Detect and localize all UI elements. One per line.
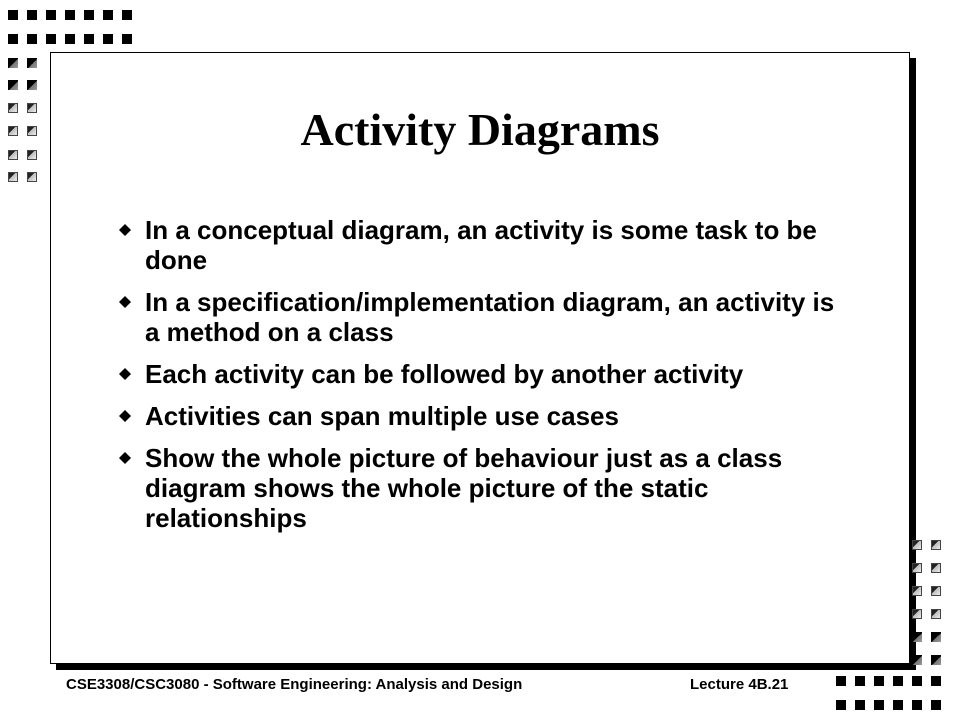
square-pattern-icon: [931, 586, 941, 596]
bullet-text: In a specification/implementation diagram, an activity is a method on a class: [145, 287, 835, 347]
square-pattern-icon: [103, 34, 113, 44]
square-pattern-icon: [931, 540, 941, 550]
square-pattern-icon: [855, 676, 865, 686]
square-pattern-icon: [8, 58, 18, 68]
square-pattern-icon: [912, 586, 922, 596]
square-pattern-icon: [912, 609, 922, 619]
bullet-text: Activities can span multiple use cases: [145, 401, 619, 431]
square-pattern-icon: [8, 10, 18, 20]
diamond-bullet-icon: [119, 368, 131, 380]
square-pattern-icon: [27, 103, 37, 113]
diamond-bullet-icon: [119, 452, 131, 464]
square-pattern-icon: [912, 655, 922, 665]
square-pattern-icon: [893, 700, 903, 710]
square-pattern-icon: [27, 80, 37, 90]
square-pattern-icon: [122, 34, 132, 44]
square-pattern-icon: [912, 540, 922, 550]
diamond-bullet-icon: [119, 296, 131, 308]
square-pattern-icon: [912, 676, 922, 686]
square-pattern-icon: [8, 103, 18, 113]
square-pattern-icon: [836, 700, 846, 710]
square-pattern-icon: [912, 563, 922, 573]
square-pattern-icon: [874, 676, 884, 686]
square-pattern-icon: [84, 10, 94, 20]
square-pattern-icon: [855, 700, 865, 710]
square-pattern-icon: [27, 10, 37, 20]
square-pattern-icon: [893, 676, 903, 686]
square-pattern-icon: [27, 172, 37, 182]
square-pattern-icon: [8, 172, 18, 182]
square-pattern-icon: [84, 34, 94, 44]
square-pattern-icon: [931, 563, 941, 573]
square-pattern-icon: [27, 58, 37, 68]
square-pattern-icon: [122, 10, 132, 20]
square-pattern-icon: [27, 34, 37, 44]
bullet-item: [119, 401, 839, 431]
square-pattern-icon: [65, 10, 75, 20]
square-pattern-icon: [931, 609, 941, 619]
bullet-item: [119, 215, 839, 275]
square-pattern-icon: [27, 126, 37, 136]
footer-lecture-number: Lecture 4B.21: [690, 676, 789, 693]
square-pattern-icon: [46, 10, 56, 20]
square-pattern-icon: [931, 676, 941, 686]
square-pattern-icon: [65, 34, 75, 44]
bullet-item: [119, 287, 839, 347]
footer-course-title: CSE3308/CSC3080 - Software Engineering: Analysis and Design: [66, 676, 523, 693]
square-pattern-icon: [912, 632, 922, 642]
bullet-text: Each activity can be followed by another activity: [145, 359, 744, 389]
bullet-text: Show the whole picture of behaviour just as a class diagram shows the whole picture of the static relationships: [145, 443, 783, 533]
bullet-text: In a conceptual diagram, an activity is some task to be done: [145, 215, 817, 275]
square-pattern-icon: [8, 126, 18, 136]
bullet-item: [119, 359, 839, 389]
diamond-bullet-icon: [119, 410, 131, 422]
square-pattern-icon: [836, 676, 846, 686]
square-pattern-icon: [8, 80, 18, 90]
square-pattern-icon: [931, 700, 941, 710]
diamond-bullet-icon: [119, 224, 131, 236]
square-pattern-icon: [912, 700, 922, 710]
bullet-list: [119, 215, 839, 545]
bullet-item: [119, 443, 839, 533]
square-pattern-icon: [27, 150, 37, 160]
square-pattern-icon: [103, 10, 113, 20]
slide-frame: [50, 52, 910, 664]
square-pattern-icon: [931, 655, 941, 665]
square-pattern-icon: [931, 632, 941, 642]
square-pattern-icon: [46, 34, 56, 44]
square-pattern-icon: [874, 700, 884, 710]
slide-title: Activity Diagrams: [300, 104, 660, 155]
square-pattern-icon: [8, 34, 18, 44]
square-pattern-icon: [8, 150, 18, 160]
